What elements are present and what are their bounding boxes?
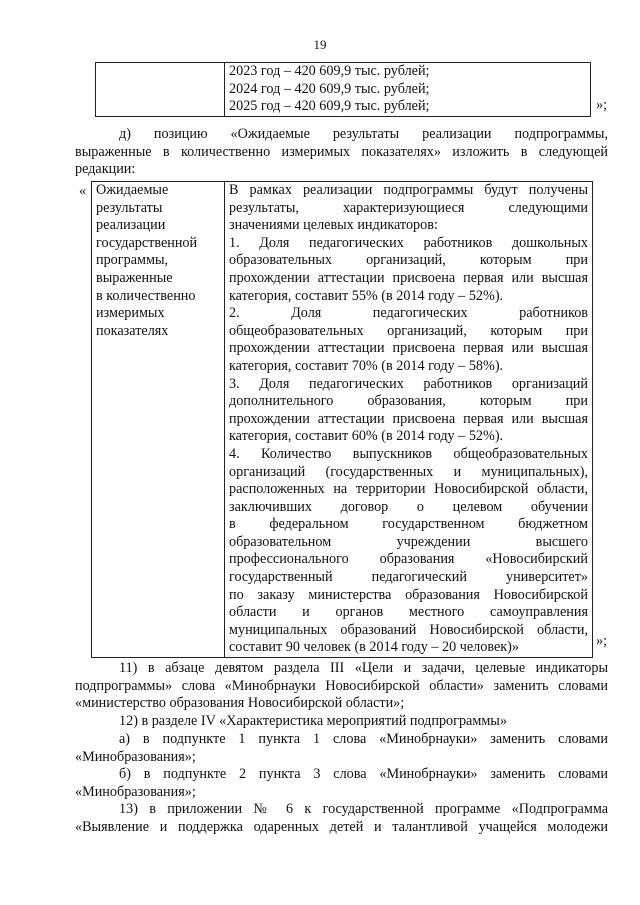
right-line: значениями целевых индикаторов: — [229, 217, 438, 234]
left-line: государственной — [96, 234, 198, 251]
right-line: категория, составит 55% (в 2014 году – 52%). — [229, 287, 504, 304]
text-line: подпрограммы» слова «Минобрнауки Новосибирской области» заменить словами — [75, 677, 608, 694]
paragraph-13 — [75, 801, 608, 836]
funding-line: 2024 год – 420 609,9 тыс. рублей; — [229, 80, 430, 97]
right-line: профессионального образования «Новосибирский — [229, 551, 588, 568]
funding-table-left-cell — [96, 63, 225, 117]
text-line: 11) в абзаце девятом раздела III «Цели и задачи, целевые индикаторы — [119, 660, 608, 676]
right-line: муниципальных образований Новосибирской области, — [229, 621, 588, 638]
funding-line: 2023 год – 420 609,9 тыс. рублей; — [229, 63, 430, 79]
right-line: составит 90 человек (в 2014 году – 20 человек)» — [229, 639, 519, 656]
text-line: редакции: — [75, 161, 136, 178]
right-line: дополнительного образования, которым при — [229, 393, 588, 410]
left-line: измеримых — [96, 305, 165, 322]
paragraph-12 — [75, 713, 608, 731]
right-line: 1. Доля педагогических работников дошкольных — [229, 234, 588, 251]
results-table — [91, 181, 593, 658]
closing-quote: »; — [596, 97, 608, 113]
right-line: заключивших договор о целевом обучении — [229, 498, 588, 515]
right-line: прохождении аттестации присвоена первая или высшая — [229, 410, 588, 427]
paragraph-b — [75, 766, 608, 801]
right-line: категория, составит 60% (в 2014 году – 52%). — [229, 428, 504, 445]
funding-table-right-cell — [225, 63, 591, 117]
right-line: образовательных организаций, которым при — [229, 252, 588, 269]
text-line: «Минобразования»; — [75, 783, 196, 800]
left-line: показателях — [96, 322, 169, 339]
funding-table — [95, 62, 591, 117]
text-line: 12) в разделе IV «Характеристика мероприятий подпрограммы» — [119, 713, 507, 729]
right-line: В рамках реализации подпрограммы будут получены — [229, 182, 588, 198]
left-line: программы, — [96, 252, 169, 269]
right-line: 2. Доля педагогических работников — [229, 305, 588, 322]
results-table-right-cell — [225, 182, 593, 658]
text-line: 13) в приложении № 6 к государственной программе «Подпрограмма — [119, 801, 608, 817]
right-line: области и органов местного самоуправления — [229, 604, 588, 621]
left-line: выраженные — [96, 269, 173, 286]
right-line: организаций (государственных и муниципальных), — [229, 463, 588, 480]
text-line: д) позицию «Ожидаемые результаты реализации подпрограммы, — [119, 126, 608, 142]
text-line: а) в подпункте 1 пункта 1 слова «Минобрнауки» заменить словами — [119, 731, 608, 747]
results-table-left-cell — [92, 182, 225, 658]
left-line: Ожидаемые — [96, 182, 169, 198]
left-line: результаты — [96, 199, 163, 216]
left-line: реализации — [96, 217, 166, 234]
right-line: общеобразовательных организаций, которым при — [229, 322, 588, 339]
closing-quote: »; — [596, 633, 608, 649]
text-line: выраженные в количественно измеримых показателях» изложить в следующей — [75, 143, 608, 160]
right-line: образовательном учреждении высшего — [229, 533, 588, 550]
text-line: «Минобразования»; — [75, 748, 196, 765]
left-line: в количественно — [96, 287, 196, 304]
right-line: категория, составит 70% (в 2014 году – 58%). — [229, 357, 504, 374]
paragraph-d — [75, 126, 608, 179]
page-number: 19 — [313, 37, 327, 52]
right-line: результаты, характеризующиеся следующими — [229, 199, 588, 216]
text-line: б) в подпункте 2 пункта 3 слова «Минобрнауки» заменить словами — [119, 766, 608, 782]
right-line: по заказу министерства образования Новосибирской — [229, 586, 588, 603]
right-line: прохождении аттестации присвоена первая или высшая — [229, 269, 588, 286]
right-line: государственный педагогический университет» — [229, 569, 588, 586]
paragraph-a — [75, 731, 608, 766]
right-line: расположенных на территории Новосибирской области, — [229, 481, 588, 498]
right-line: в федеральном государственном бюджетном — [229, 516, 588, 533]
funding-line: 2025 год – 420 609,9 тыс. рублей; — [229, 98, 430, 115]
paragraph-11 — [75, 660, 608, 713]
right-line: прохождении аттестации присвоена первая или высшая — [229, 340, 588, 357]
right-line: 4. Количество выпускников общеобразовательных — [229, 445, 588, 462]
text-line: «министерство образования Новосибирской области»; — [75, 695, 405, 712]
text-line: «Выявление и поддержка одаренных детей и талантливой учащейся молодежи — [75, 818, 608, 835]
opening-quote: « — [79, 183, 87, 199]
right-line: 3. Доля педагогических работников организаций — [229, 375, 588, 392]
